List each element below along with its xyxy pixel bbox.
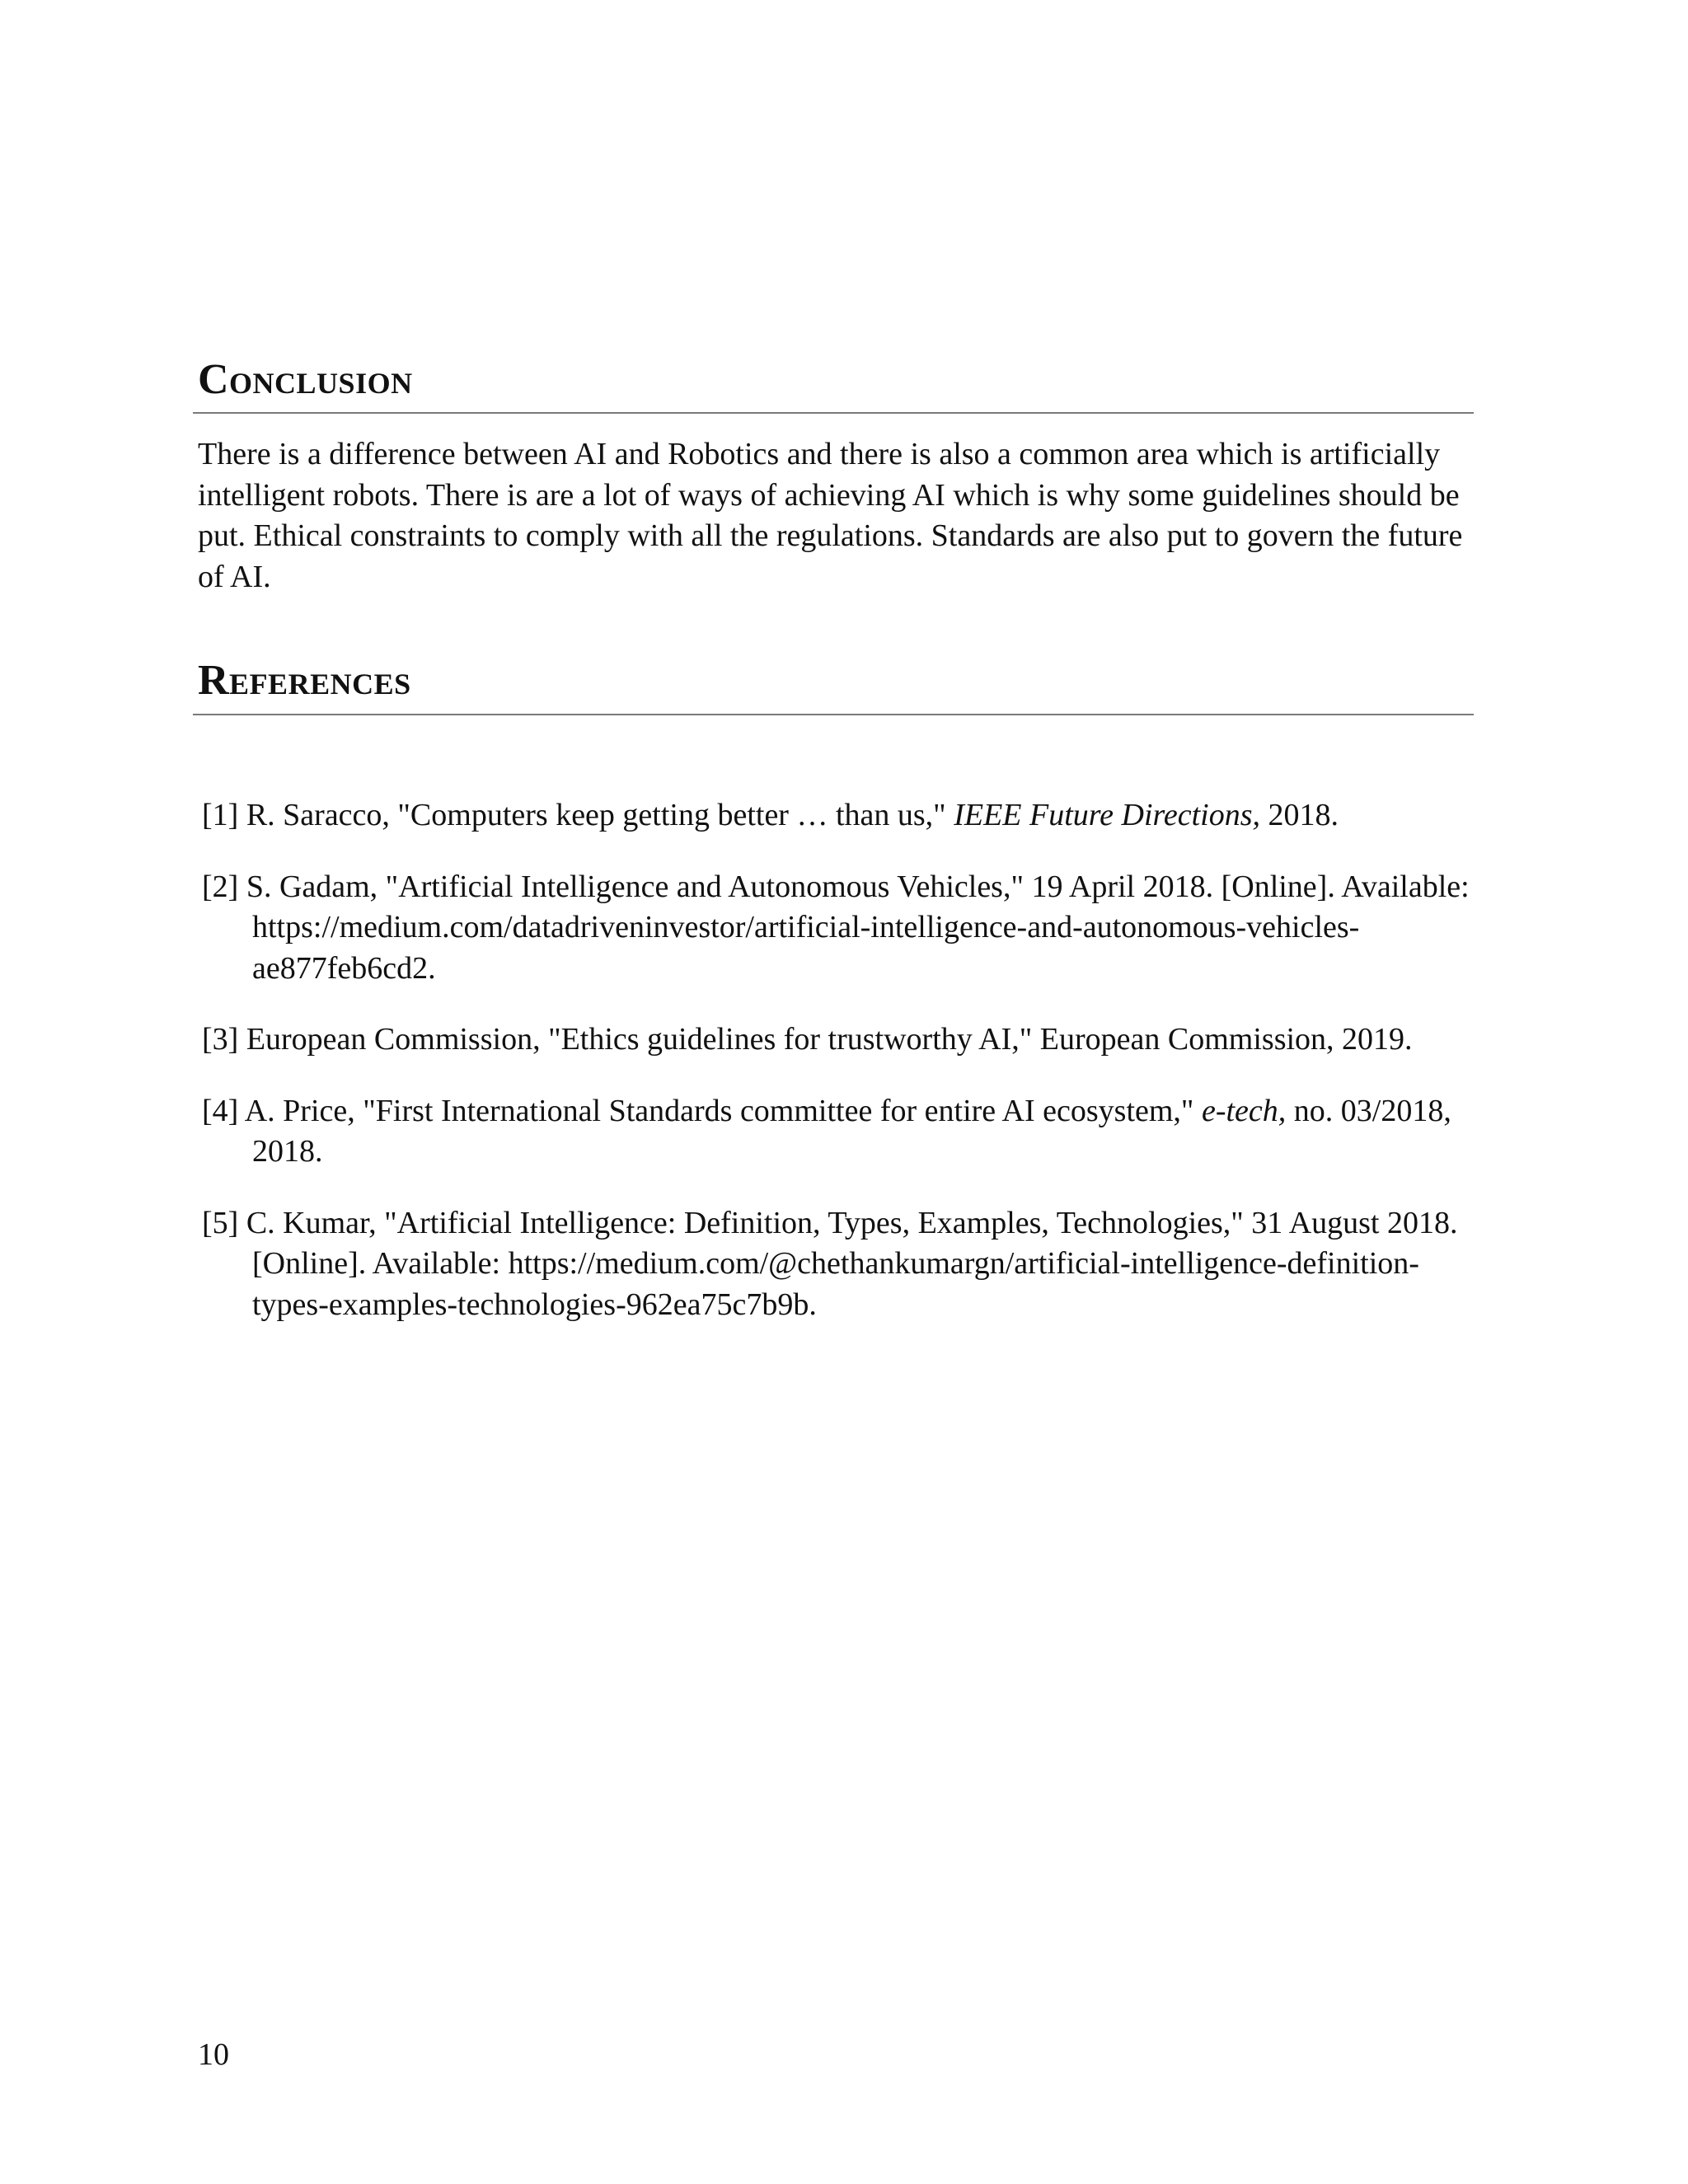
references-heading-rule <box>193 714 1474 715</box>
reference-list <box>202 795 1471 1356</box>
reference-number: [4] <box>202 1093 239 1128</box>
conclusion-heading-rule <box>193 412 1474 414</box>
reference-text: A. Price, "First International Standards committee for entire AI ecosystem," <box>238 1093 1202 1128</box>
reference-source-italic: IEEE Future Directions, <box>954 798 1261 832</box>
page-number: 10 <box>198 2037 229 2072</box>
conclusion-heading: Conclusion <box>198 356 413 403</box>
reference-item-3 <box>202 1019 1471 1061</box>
reference-item-5 <box>202 1203 1471 1326</box>
references-heading: References <box>198 657 411 704</box>
reference-text-end: no. 03/2018, 2018. <box>252 1093 1451 1169</box>
reference-item-1 <box>202 795 1471 837</box>
reference-text: S. Gadam, "Artificial Intelligence and Autonomous Vehicles," 19 April 2018. [Online]. Available: https://medium.com/datadriveninvestor/artificial-intelligence-and-autonomous-vehicles-ae877feb6cd2. <box>238 869 1470 986</box>
reference-source-italic: e-tech, <box>1201 1093 1287 1128</box>
reference-number: [3] <box>202 1022 239 1057</box>
reference-number: [1] <box>202 798 239 832</box>
reference-number: [2] <box>202 869 239 904</box>
reference-text: R. Saracco, "Computers keep getting better … than us," <box>238 798 954 832</box>
conclusion-paragraph: There is a difference between AI and Robotics and there is also a common area which is artificially intelligent robots. There is are a lot of ways of achieving AI which is why some guidelines should be put. Ethical constraints to comply with all the regulations. Standards are also put to govern the future of AI. <box>198 437 1463 594</box>
reference-item-4 <box>202 1091 1471 1173</box>
reference-number: [5] <box>202 1205 239 1240</box>
reference-text-end: 2018. <box>1260 798 1339 832</box>
reference-text: European Commission, "Ethics guidelines for trustworthy AI," European Commission, 2019. <box>238 1022 1413 1057</box>
reference-item-2 <box>202 867 1471 990</box>
reference-text: C. Kumar, "Artificial Intelligence: Definition, Types, Examples, Technologies," 31 August 2018. [Online]. Available: https://medium.com/@chethankumargn/artificial-intelligence-definition-types-examples-technologies-962ea75c7b9b. <box>238 1205 1458 1322</box>
